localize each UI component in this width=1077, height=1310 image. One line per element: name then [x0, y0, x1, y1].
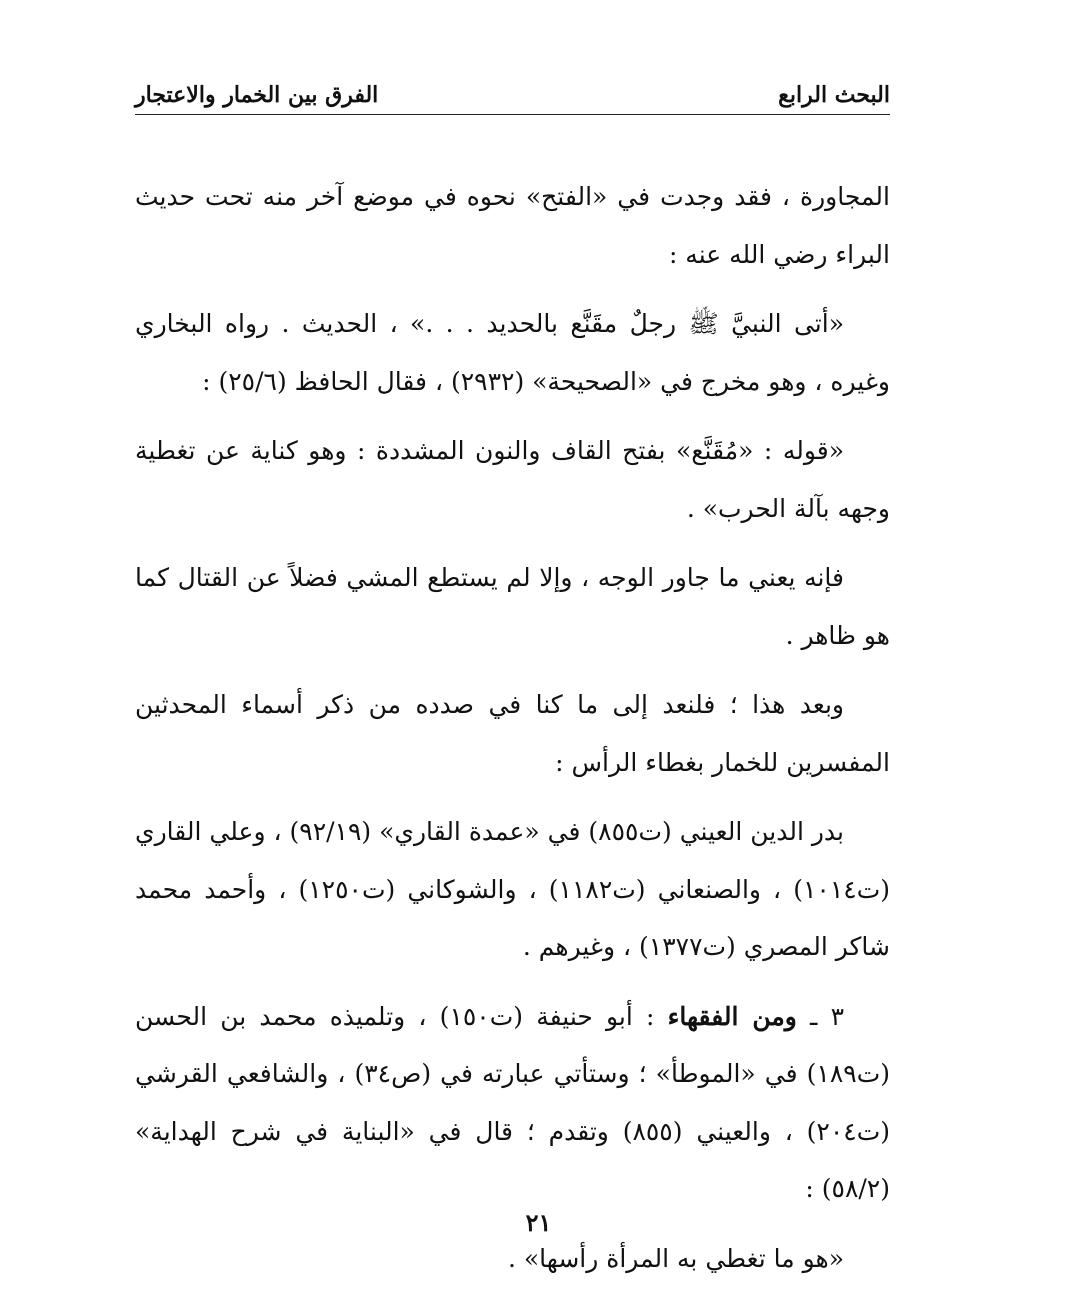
body-text: [135, 168, 890, 1299]
commentary-quote: «قوله : «مُقَنَّع» بفتح القاف والنون المشددة : وهو كناية عن تغطية وجهه بآلة الحرب» .: [135, 436, 890, 523]
paragraph: وبعد هذا ؛ فلنعد إلى ما كنا في صدده من ذكر أسماء المحدثين المفسرين للخمار بغطاء الرأس :: [135, 690, 890, 777]
definition-quote: «هو ما تغطي به المرأة رأسها» .: [507, 1243, 844, 1273]
header-divider: [135, 114, 890, 115]
running-header: [135, 78, 890, 112]
scholar-list: بدر الدين العيني (ت٨٥٥) في «عمدة القاري» (٩٢/١٩) ، وعلي القاري (ت١٠١٤) ، والصنعاني (ت١١٨٢) ، والشوكاني (ت١٢٥٠) ، وأحمد محمد شاكر المصري (ت١٣٧٧) ، وغيرهم .: [135, 817, 890, 961]
hadith-quote: «أتى النبيَّ ﷺ رجلٌ مقَنَّع بالحديد . . .» ، الحديث . رواه البخاري وغيره ، وهو مخرج في «الصحيحة» (٢٩٣٢) ، فقال الحافظ (٢٥/٦) :: [135, 309, 890, 396]
paragraph: المجاورة ، فقد وجدت في «الفتح» نحوه في موضع آخر منه تحت حديث البراء رضي الله عنه :: [135, 182, 890, 269]
section-title: الفرق بين الخمار والاعتجار: [135, 82, 379, 108]
jurists-paragraph: [135, 988, 890, 1218]
page-number: ٢١: [525, 1208, 552, 1237]
chapter-title: البحث الرابع: [778, 82, 890, 108]
paragraph: فإنه يعني ما جاور الوجه ، وإلا لم يستطع المشي فضلاً عن القتال كما هو ظاهر .: [135, 563, 890, 650]
list-number: ٣ ـ: [796, 1001, 845, 1031]
jurists-heading: ومن الفقهاء: [667, 1001, 797, 1031]
jurists-text: : أبو حنيفة (ت١٥٠) ، وتلميذه محمد بن الحسن (ت١٨٩) في «الموطأ» ؛ وستأتي عبارته في (ص٣٤) ، والشافعي القرشي (ت٢٠٤) ، والعيني (٨٥٥) وتقدم ؛ قال في «البناية في شرح الهداية» (٥٨/٢) :: [135, 1001, 890, 1203]
